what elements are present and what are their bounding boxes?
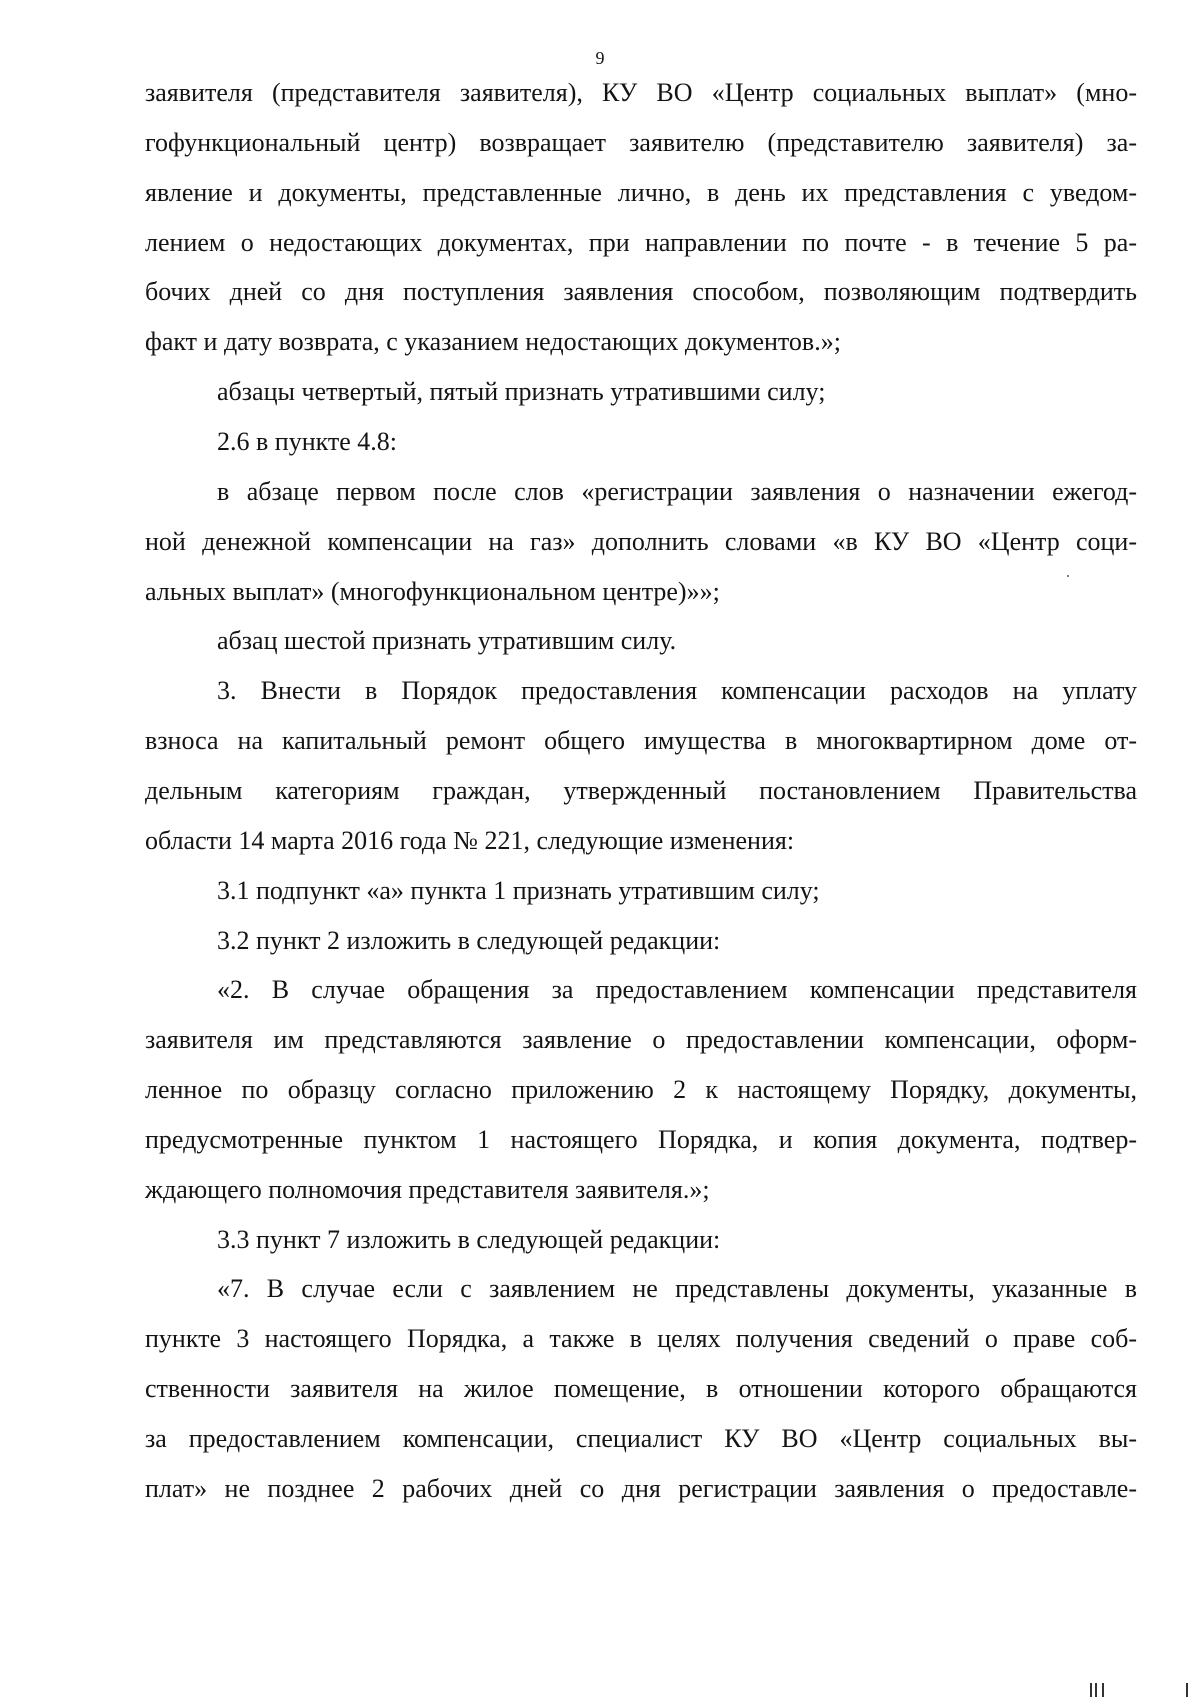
text-line: факт и дату возврата, с указанием недостающих документов.»; bbox=[145, 327, 841, 356]
text-line: ждающего полномочия представителя заявителя.»; bbox=[145, 1175, 710, 1204]
text-line: пункте 3 настоящего Порядка, а также в целях получения сведений о праве соб- bbox=[145, 1324, 1137, 1353]
scan-edge-mark bbox=[1095, 1683, 1097, 1697]
text-line: «2. В случае обращения за предоставлением компенсации представителя bbox=[217, 975, 1137, 1004]
scan-edge-mark bbox=[1186, 1683, 1188, 1697]
scan-edge-mark bbox=[1090, 1683, 1092, 1697]
text-line: лением о недостающих документах, при направлении по почте - в течение 5 ра- bbox=[145, 228, 1137, 257]
text-line: бочих дней со дня поступления заявления способом, позволяющим подтвердить bbox=[145, 277, 1137, 306]
text-line: заявителя (представителя заявителя), КУ ВО «Центр социальных выплат» (мно- bbox=[145, 78, 1137, 107]
text-line: абзац шестой признать утратившим силу. bbox=[217, 626, 677, 655]
text-line: взноса на капитальный ремонт общего имущества в многоквартирном доме от- bbox=[145, 726, 1137, 755]
scan-speck bbox=[1067, 575, 1069, 577]
text-line: явление и документы, представленные лично, в день их представления с уведом- bbox=[145, 178, 1137, 207]
text-line: 2.6 в пункте 4.8: bbox=[217, 427, 398, 456]
text-line: заявителя им представляются заявление о предоставлении компенсации, оформ- bbox=[145, 1025, 1137, 1054]
text-line: «7. В случае если с заявлением не представлены документы, указанные в bbox=[217, 1274, 1137, 1303]
text-line: гофункциональный центр) возвращает заявителю (представителю заявителя) за- bbox=[145, 128, 1137, 157]
text-line: ленное по образцу согласно приложению 2 к настоящему Порядку, документы, bbox=[145, 1075, 1137, 1104]
text-line: дельным категориям граждан, утвержденный постановлением Правительства bbox=[145, 776, 1137, 805]
text-line: за предоставлением компенсации, специалист КУ ВО «Центр социальных вы- bbox=[145, 1424, 1137, 1453]
text-line: ной денежной компенсации на газ» дополнить словами «в КУ ВО «Центр соци- bbox=[145, 527, 1137, 556]
text-line: абзацы четвертый, пятый признать утратившими силу; bbox=[217, 377, 826, 406]
text-line: предусмотренные пунктом 1 настоящего Порядка, и копия документа, подтвер- bbox=[145, 1125, 1137, 1154]
text-line: в абзаце первом после слов «регистрации заявления о назначении ежегод- bbox=[217, 477, 1137, 506]
text-line: области 14 марта 2016 года № 221, следующие изменения: bbox=[145, 826, 795, 855]
text-line: 3.3 пункт 7 изложить в следующей редакции: bbox=[217, 1225, 721, 1254]
page-number: 9 bbox=[595, 48, 605, 68]
text-line: 3. Внести в Порядок предоставления компенсации расходов на уплату bbox=[217, 676, 1137, 705]
text-line: альных выплат» (многофункциональном центре)»»; bbox=[145, 577, 720, 606]
text-line: 3.2 пункт 2 изложить в следующей редакции: bbox=[217, 926, 721, 955]
text-line: плат» не позднее 2 рабочих дней со дня регистрации заявления о предоставле- bbox=[145, 1474, 1137, 1503]
text-line: 3.1 подпункт «а» пункта 1 признать утратившим силу; bbox=[217, 876, 820, 905]
scan-edge-mark bbox=[1102, 1683, 1104, 1697]
text-line: ственности заявителя на жилое помещение, в отношении которого обращаются bbox=[145, 1374, 1137, 1403]
